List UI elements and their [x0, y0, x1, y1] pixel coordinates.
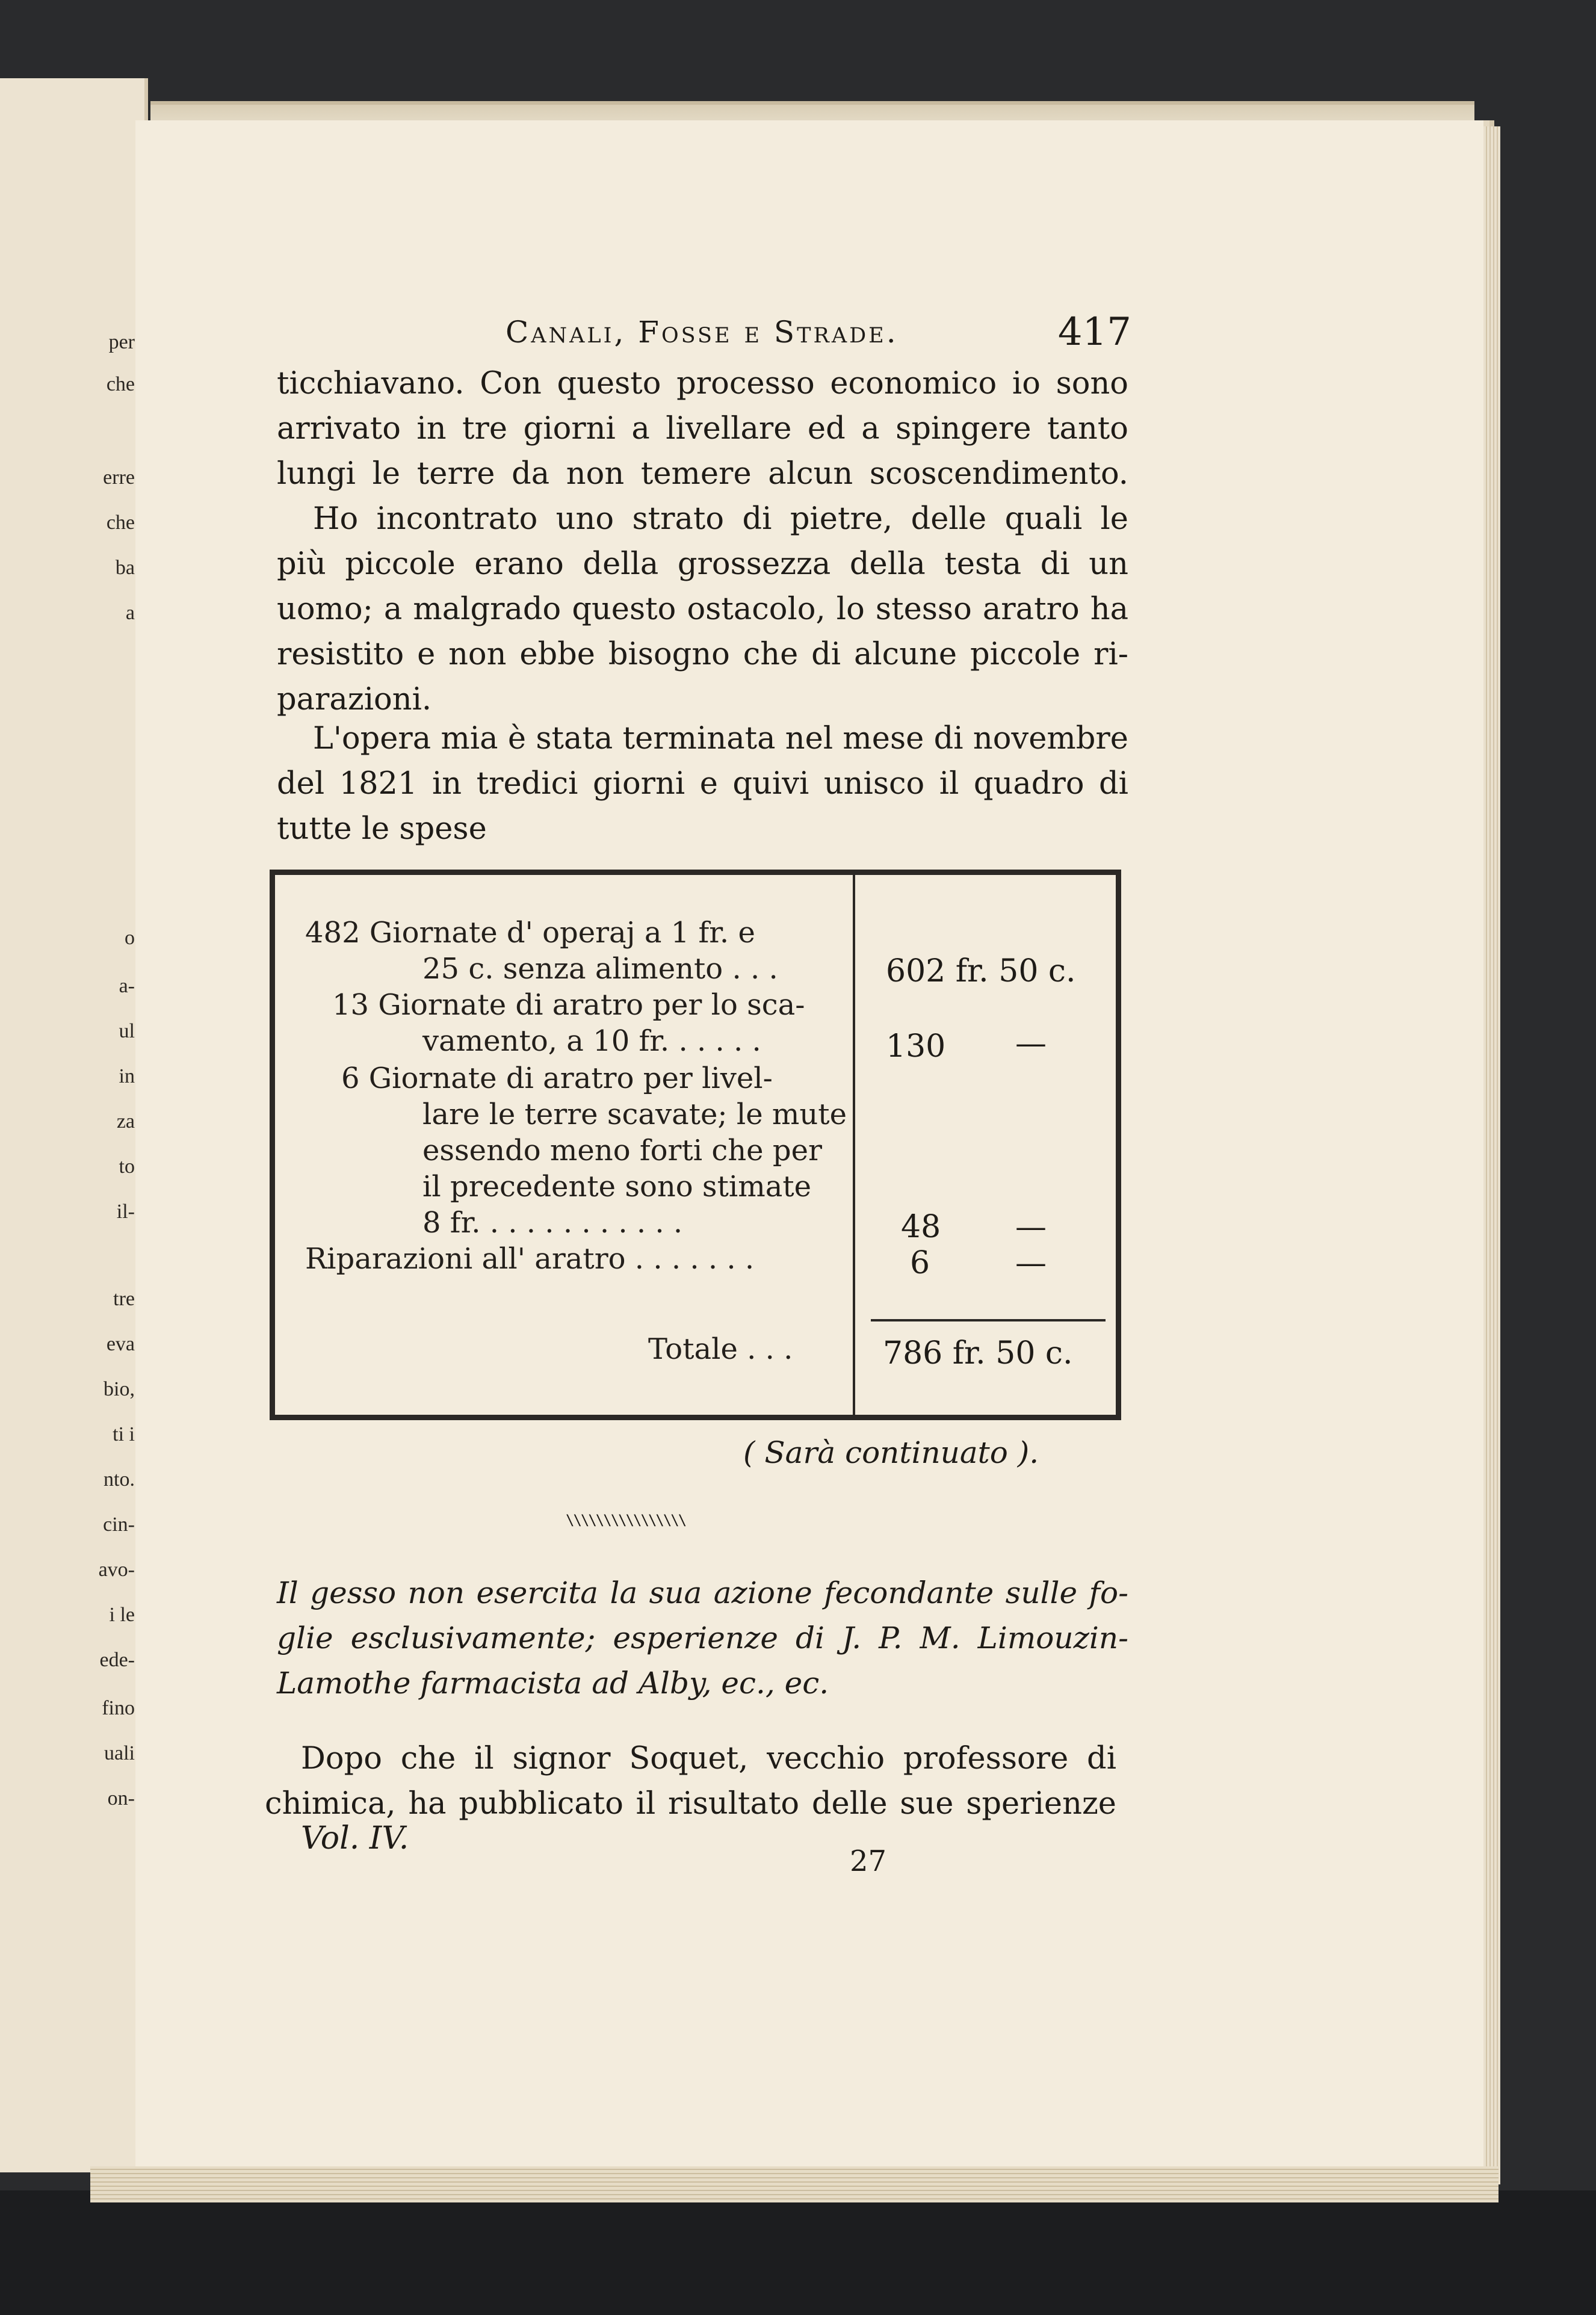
- text-line: uomo; a malgrado questo ostacolo, lo stesso aratro ha: [277, 592, 1128, 627]
- table-line: Riparazioni all' aratro . . . . . . .: [305, 1242, 755, 1276]
- article-title: [277, 1571, 1128, 1706]
- background: [0, 2190, 1596, 2315]
- text-line: del 1821 in tredici giorni e quivi unisco il quadro di: [277, 766, 1128, 802]
- left-fragment: erre: [103, 466, 135, 489]
- text-line: Il gesso non esercita la sua azione fecondante sulle fo-: [277, 1575, 1128, 1610]
- text-line: Dopo che il signor Soquet, vecchio professore di: [301, 1741, 1116, 1776]
- left-fragment: ba: [115, 557, 135, 579]
- column-divider: [853, 875, 855, 1415]
- left-fragment: on-: [107, 1787, 135, 1810]
- text-line: ticchiavano. Con questo processo economico io sono: [277, 366, 1128, 401]
- table-line: 482 Giornate d' operaj a 1 fr. e: [305, 916, 755, 950]
- text-line: arrivato in tre giorni a livellare ed a spingere tanto: [277, 411, 1128, 447]
- left-fragment: bio,: [104, 1378, 135, 1400]
- left-fragment: il-: [116, 1201, 135, 1223]
- left-fragment: che: [106, 373, 135, 395]
- left-fragment: to: [119, 1155, 135, 1178]
- amount-dash: —: [1015, 1209, 1047, 1245]
- left-fragment: fino: [102, 1697, 135, 1719]
- left-fragment: a-: [119, 975, 135, 997]
- left-fragment: uali: [104, 1742, 135, 1764]
- left-fragment: za: [116, 1110, 135, 1133]
- amount-dash: —: [1015, 1245, 1047, 1281]
- paragraph: [277, 361, 1128, 496]
- table-line: 13 Giornate di aratro per lo sca-: [332, 988, 805, 1022]
- text-line: tutte le spese: [277, 811, 487, 847]
- left-fragment: che: [106, 512, 135, 534]
- paragraph: [277, 716, 1128, 852]
- left-fragment: tre: [113, 1288, 135, 1310]
- left-fragment: cin-: [103, 1513, 135, 1536]
- ornament-rule: \\\\\\\\\\\\\\\\: [566, 1512, 686, 1528]
- table-line: vamento, a 10 fr. . . . . .: [422, 1024, 761, 1058]
- table-total-label: Totale . . .: [648, 1332, 793, 1366]
- left-fragment: nto.: [104, 1468, 135, 1491]
- left-fragment: i le: [109, 1604, 135, 1626]
- paragraph: [265, 1736, 1116, 1826]
- text-line: L'opera mia è stata terminata nel mese di novembre: [313, 721, 1128, 756]
- amount: 130: [886, 1028, 946, 1065]
- text-line: lungi le terre da non temere alcun scoscendimento.: [277, 456, 1128, 492]
- expense-table: [270, 870, 1121, 1420]
- text-line: parazioni.: [277, 682, 432, 717]
- amount-dash: —: [1015, 1025, 1047, 1062]
- total-rule: [871, 1319, 1106, 1321]
- table-line: 8 fr. . . . . . . . . . . .: [422, 1206, 683, 1240]
- running-head: [277, 310, 1131, 364]
- amount: 602 fr. 50 c.: [886, 953, 1076, 989]
- left-fragment: per: [108, 331, 135, 353]
- left-fragment: ti i: [113, 1423, 135, 1445]
- table-line: 25 c. senza alimento . . .: [422, 952, 778, 986]
- left-fragment: a: [125, 602, 135, 624]
- left-page: [0, 78, 148, 2172]
- text-line: Ho incontrato uno strato di pietre, delle quali le: [313, 501, 1128, 537]
- left-fragment: o: [125, 927, 135, 949]
- running-title: Canali, Fosse e Strade.: [506, 315, 899, 350]
- page-number: 417: [1057, 310, 1131, 354]
- text-line: più piccole erano della grossezza della testa di un: [277, 546, 1128, 582]
- volume-mark: Vol. IV.: [301, 1820, 409, 1856]
- left-fragment: avo-: [98, 1559, 135, 1581]
- right-page-edge: [1483, 126, 1500, 2184]
- amount: 48: [901, 1209, 941, 1245]
- bottom-page-edge: [90, 2166, 1499, 2202]
- table-line: lare le terre scavate; le mute: [422, 1098, 847, 1131]
- text-line: chimica, ha pubblicato il risultato delle sue sperienze: [265, 1786, 1116, 1822]
- signature-mark: 27: [850, 1844, 887, 1878]
- text-line: resistito e non ebbe bisogno che di alcune piccole ri-: [277, 637, 1128, 672]
- table-line: 6 Giornate di aratro per livel-: [341, 1062, 773, 1095]
- paragraph: [277, 496, 1128, 722]
- left-fragment: eva: [106, 1333, 135, 1355]
- total-amount: 786 fr. 50 c.: [883, 1335, 1073, 1371]
- left-fragment: ul: [119, 1020, 135, 1042]
- continuation-note: ( Sarà continuato ).: [743, 1435, 1039, 1470]
- left-fragment: in: [119, 1065, 135, 1087]
- text-line: glie esclusivamente; esperienze di J. P. M. Limouzin-: [277, 1621, 1128, 1655]
- left-fragment: ede-: [99, 1649, 135, 1671]
- table-line: il precedente sono stimate: [422, 1170, 812, 1204]
- amount: 6: [910, 1245, 930, 1281]
- table-line: essendo meno forti che per: [422, 1134, 822, 1167]
- text-line: Lamothe farmacista ad Alby, ec., ec.: [277, 1666, 829, 1701]
